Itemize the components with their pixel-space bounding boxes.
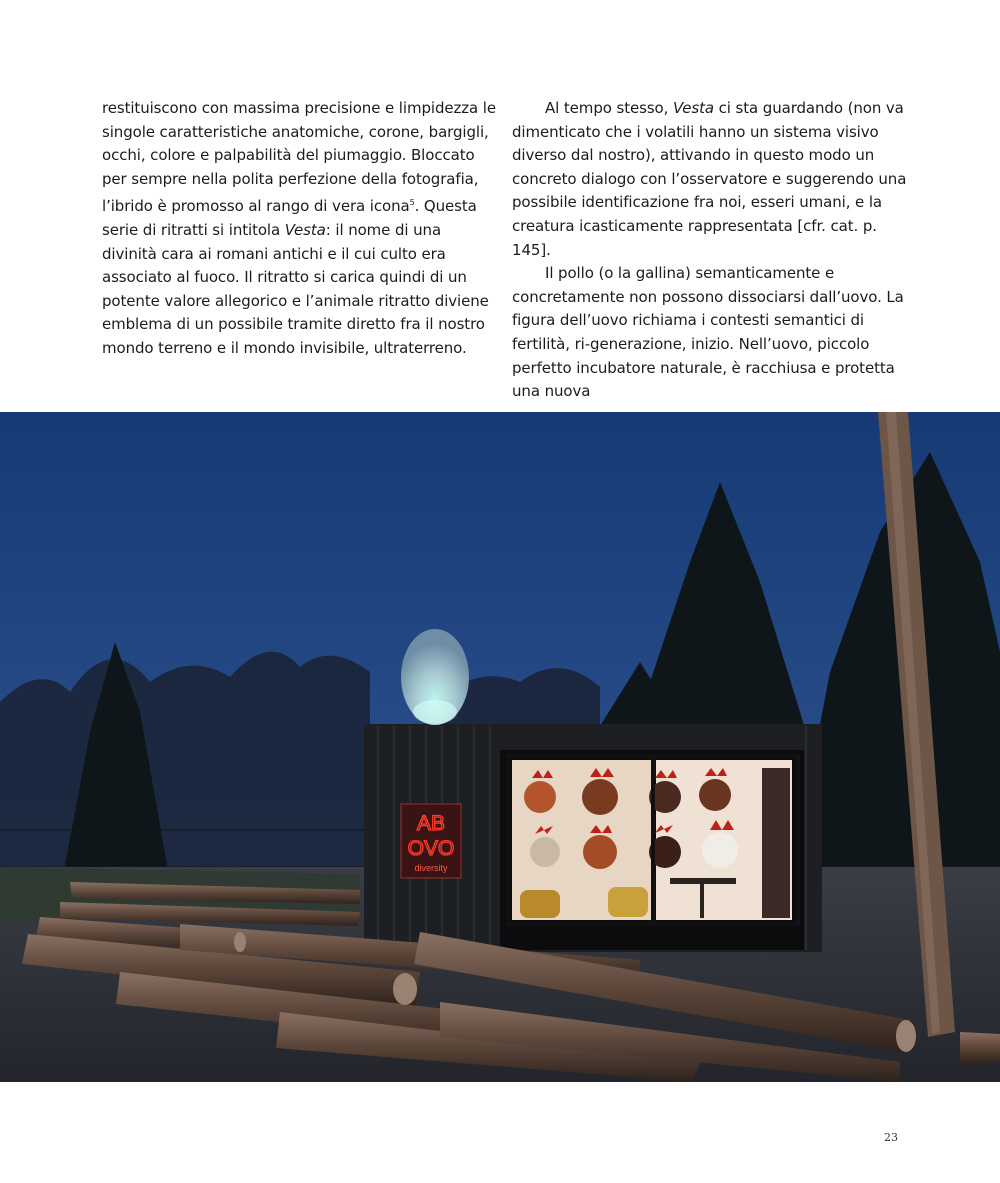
text-column-right [512,97,907,404]
neon-sign-line-3: diversity [414,863,448,873]
paragraph-text: ci sta guardando (non va dimenticato che i volatili hanno un sistema visivo diverso dal nostro), attivando in questo modo un concreto dialogo con l’osservatore e suggerendo una possibile identificazione fra noi, esseri umani, e la creatura icasticamente rappresentata [cfr. cat. p. 145]. [512,99,907,259]
title-italic: Vesta [284,220,326,239]
paragraph-text: Al tempo stesso, [545,99,673,117]
neon-sign-line-1: AB [416,812,446,835]
text-column-left [102,97,497,361]
installation-photo [0,412,1000,1082]
page-number: 23 [884,1131,898,1144]
paragraph-text: restituiscono con massima precisione e limpidezza le singole caratteristiche anatomiche, corone, bargigli, occhi, colore e palpabilità del piumaggio. Bloccato per sempre nella polita perfezione della fotografia, l’ibrido è promosso al rango di vera icona [102,99,496,216]
egg-sculpture [401,629,469,725]
footnote-marker[interactable]: 5 [409,198,415,208]
paragraph-text: : il nome di una divinità cara ai romani antichi e il cui culto era associato al fuoco. Il ritratto si carica quindi di un potente valore allegorico e l’animale ritratto diviene emblema di un possibile tramite diretto fra il nostro mondo terreno e il mondo invisibile, ultraterreno. [102,220,489,357]
paragraph: Il pollo (o la gallina) semanticamente e concretamente non possono dissociarsi dall’uovo. La figura dell’uovo richiama i contesti semantici di fertilità, ri-generazione, inizio. Nell’uovo, piccolo perfetto incubatore naturale, è racchiusa e protetta una nuova [512,264,904,401]
neon-sign-line-2: OVO [407,837,455,860]
paragraph [512,97,907,262]
title-italic: Vesta [672,99,714,117]
paragraph [102,97,497,361]
neon-sign [401,804,461,878]
paragraph-text: . Questa serie di ritratti si intitola [102,197,477,239]
